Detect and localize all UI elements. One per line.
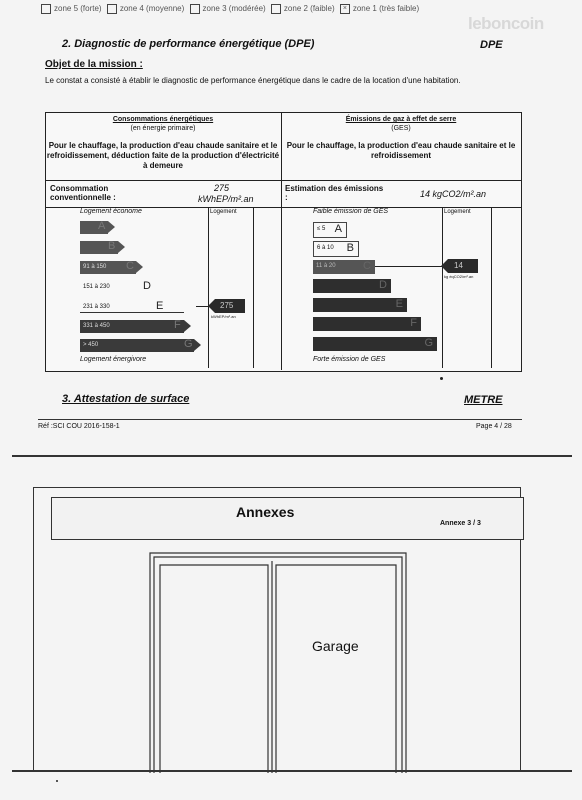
ges-class-bar bbox=[313, 279, 391, 293]
ges-unit: kgCO2/m².an bbox=[432, 189, 487, 199]
ges-class-bar bbox=[313, 298, 407, 312]
ges-class-bar bbox=[313, 222, 347, 238]
ges-marker-arrow bbox=[441, 259, 448, 273]
annex-number: Annexe 3 / 3 bbox=[440, 520, 481, 527]
energy-column-header: Logement bbox=[210, 209, 237, 215]
zone-label: zone 4 (moyenne) bbox=[119, 4, 185, 14]
energy-class-letter: D bbox=[143, 280, 151, 292]
risk-zone-fragment bbox=[38, 4, 419, 16]
garage-floor-plan bbox=[140, 545, 430, 775]
section-tag-metre: METRE bbox=[464, 394, 503, 406]
ges-class-range: 11 à 20 bbox=[316, 263, 336, 269]
energy-class-arrow-tip bbox=[118, 241, 125, 253]
energy-description: Pour le chauffage, la production d'eau chaude sanitaire et le refroidissement, déduction faite de la production d'électricité à demeure bbox=[46, 141, 280, 170]
energy-marker-value: 275 bbox=[220, 301, 234, 310]
ges-housing-column bbox=[442, 208, 492, 368]
ges-class-bar bbox=[313, 241, 359, 257]
checkbox-icon bbox=[107, 4, 117, 14]
footer-rule bbox=[38, 419, 522, 420]
section-tag-dpe: DPE bbox=[480, 39, 503, 51]
energy-header: Consommations énergétiques bbox=[112, 116, 214, 123]
ges-class-letter: E bbox=[395, 298, 403, 310]
energy-class-arrow-tip bbox=[136, 261, 143, 273]
ges-class-bar bbox=[313, 337, 437, 351]
checkbox-icon bbox=[271, 4, 281, 14]
energy-class-letter: G bbox=[184, 338, 193, 350]
ges-class-bar bbox=[313, 317, 421, 331]
zone-label: zone 3 (modérée) bbox=[202, 4, 266, 14]
section-title-surface: 3. Attestation de surface bbox=[62, 393, 190, 405]
energy-housing-column bbox=[208, 208, 254, 368]
energy-class-range: 231 à 330 bbox=[83, 304, 110, 310]
energy-class-bar bbox=[80, 281, 150, 294]
ges-class-letter: B bbox=[346, 242, 354, 254]
ges-class-letter: A bbox=[334, 223, 342, 235]
ges-label: Estimation des émissions : bbox=[285, 184, 384, 202]
ges-marker-value: 14 bbox=[454, 261, 463, 270]
energy-class-letter: F bbox=[174, 319, 181, 331]
energy-marker-unit: kWhEP/m².an bbox=[211, 314, 236, 319]
energy-scale-top: Logement économe bbox=[80, 208, 142, 215]
ges-class-range: 6 à 10 bbox=[317, 245, 334, 251]
ges-value: 14 bbox=[420, 189, 431, 199]
ges-header: Émissions de gaz à effet de serre bbox=[345, 116, 457, 123]
energy-class-range: 151 à 230 bbox=[83, 284, 110, 290]
ges-class-letter: G bbox=[424, 337, 433, 349]
ges-column-header: Logement bbox=[444, 209, 471, 215]
mission-heading: Objet de la mission : bbox=[45, 59, 143, 70]
energy-label: Consommation conventionnelle : bbox=[50, 184, 116, 202]
ges-class-letter: D bbox=[379, 279, 387, 291]
energy-class-arrow-tip bbox=[194, 339, 201, 351]
energy-class-range: > 450 bbox=[83, 342, 99, 348]
energy-class-bar bbox=[80, 320, 184, 333]
energy-marker-arrow bbox=[208, 299, 215, 313]
page-separator bbox=[12, 770, 572, 772]
speck bbox=[56, 780, 58, 782]
energy-class-letter: A bbox=[98, 220, 106, 232]
energy-marker bbox=[215, 299, 245, 313]
energy-unit: kWhEP/m².an bbox=[198, 194, 254, 204]
energy-class-letter: B bbox=[108, 240, 116, 252]
energy-scale-bottom: Logement énergivore bbox=[80, 356, 147, 363]
energy-class-arrow-tip bbox=[150, 281, 157, 293]
ges-marker-unit: kg éqCO2/m².an bbox=[444, 274, 474, 279]
ges-description: Pour le chauffage, la production d'eau chaude sanitaire et le refroidissement bbox=[286, 141, 516, 160]
checkbox-icon bbox=[41, 4, 51, 14]
energy-class-range: 91 à 150 bbox=[83, 264, 107, 270]
ges-marker bbox=[448, 259, 478, 273]
speck bbox=[440, 377, 443, 380]
energy-class-arrow-tip bbox=[184, 320, 191, 332]
mission-text: Le constat a consisté à établir le diagnostic de performance énergétique dans le cadre de la location d'une habitation. bbox=[45, 76, 461, 85]
annex-title: Annexes bbox=[236, 504, 295, 520]
ges-class-range: ≤ 5 bbox=[317, 226, 326, 232]
energy-class-letter: C bbox=[126, 260, 134, 272]
zone-label: zone 2 (faible) bbox=[283, 4, 335, 14]
table-divider bbox=[45, 180, 521, 181]
ges-subheader: (GES) bbox=[391, 125, 411, 132]
ges-class-letter: C bbox=[363, 260, 371, 272]
ges-class-bar bbox=[313, 260, 375, 274]
energy-value: 275 bbox=[214, 183, 230, 193]
ges-scale-top: Faible émission de GES bbox=[313, 208, 389, 215]
energy-class-bar bbox=[80, 339, 194, 352]
watermark-logo: leboncoin bbox=[468, 14, 544, 33]
energy-marker-line bbox=[196, 306, 208, 307]
energy-class-arrow-tip bbox=[108, 221, 115, 233]
energy-class-letter: E bbox=[156, 300, 164, 312]
room-label-garage: Garage bbox=[312, 638, 359, 654]
ges-marker-line bbox=[375, 266, 442, 267]
footer-reference: Réf :SCI COU 2016-158-1 bbox=[38, 423, 120, 430]
footer-page-number: Page 4 / 28 bbox=[476, 423, 512, 430]
ges-scale-bottom: Forte émission de GES bbox=[313, 356, 386, 363]
ges-class-letter: F bbox=[410, 317, 417, 329]
checked-checkbox-icon: × bbox=[340, 4, 350, 14]
page-separator bbox=[12, 455, 572, 457]
energy-class-range: 331 à 450 bbox=[83, 323, 110, 329]
ges-value-group bbox=[420, 189, 486, 199]
table-divider bbox=[281, 112, 282, 370]
energy-current-class-line bbox=[80, 312, 184, 313]
zone-label: zone 5 (forte) bbox=[54, 4, 102, 14]
checkbox-icon bbox=[190, 4, 200, 14]
energy-subheader: (en énergie primaire) bbox=[130, 125, 196, 132]
section-title-dpe: 2. Diagnostic de performance énergétique (DPE) bbox=[62, 38, 315, 50]
zone-label: zone 1 (très faible) bbox=[352, 4, 420, 14]
